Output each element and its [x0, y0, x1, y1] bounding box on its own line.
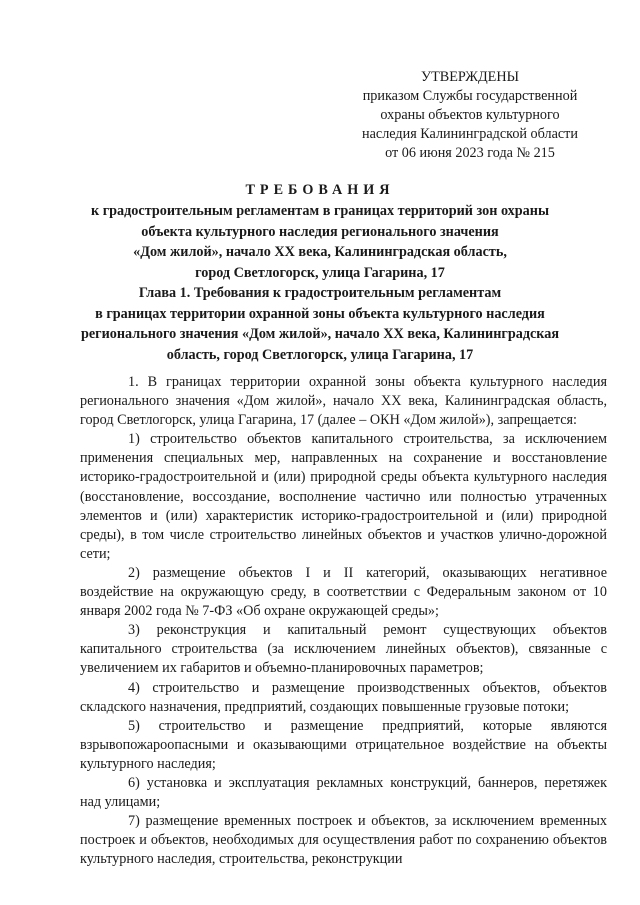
document-title: [60, 179, 580, 283]
approval-order-line: охраны объектов культурного: [380, 107, 560, 123]
paragraph: 6) установка и эксплуатация рекламных конструкций, баннеров, перетяжек над улицами;: [80, 774, 607, 811]
chapter-line: регионального значения «Дом жилой», начало XX века, Калининградская: [80, 326, 560, 342]
paragraph: 5) строительство и размещение предприятий, которые являются взрывопожароопасными и оказывающими отрицательное воздействие на объекты культурного наследия;: [80, 717, 607, 772]
approval-order-line: наследия Калининградской области: [362, 126, 578, 142]
paragraph: 3) реконструкция и капитальный ремонт существующих объектов капитального строительства (за исключением линейных объектов), связанные с увеличением их габаритов и объемно-планировочных параметров;: [80, 622, 607, 677]
title-line: «Дом жилой», начало XX века, Калининградская область,: [133, 244, 507, 260]
approval-heading: УТВЕРЖДЕНЫ: [421, 69, 519, 85]
paragraph: 1) строительство объектов капитального строительства, за исключением применения специальных мер, направленных на сохранение и восстановление историко-градостроительной и (или) природной среды объекта культурного наследия (восстановление, воссоздание, восполнение частично или полностью утраченных элементов и (или) характеристик историко-градостроительной и (или) природной среды), в том числе строительство линейных объектов и участков улично-дорожной сети;: [80, 431, 607, 562]
chapter-heading: [60, 283, 580, 365]
paragraph: 4) строительство и размещение производственных объектов, объектов складского назначения, предприятий, создающих повышенные грузовые потоки;: [80, 679, 607, 715]
approval-date-line: от 06 июня 2023 года № 215: [385, 145, 555, 161]
paragraph: 2) размещение объектов I и II категорий, оказывающих негативное воздействие на окружающую среду, в соответствии с Федеральным законом от 10 января 2002 года № 7-ФЗ «Об охране окружающей среды»;: [80, 564, 607, 620]
approval-order-line: приказом Службы государственной: [362, 88, 578, 104]
chapter-line: область, город Светлогорск, улица Гагарина, 17: [166, 346, 474, 363]
document-body: [80, 373, 607, 869]
title-line: город Светлогорск, улица Гагарина, 17: [195, 264, 445, 281]
paragraph: 7) размещение временных построек и объектов, за исключением временных построек и объектов, необходимых для осуществления работ по сохранению объектов культурного наследия, строительства, реконструкции: [80, 813, 607, 868]
title-line: к градостроительным регламентам в границах территорий зон охраны: [90, 203, 550, 219]
approval-block: [330, 68, 610, 163]
chapter-line: Глава 1. Требования к градостроительным регламентам: [138, 285, 502, 301]
paragraph: 1. В границах территории охранной зоны объекта культурного наследия регионального значения «Дом жилой», начало XX века, Калининградская область, город Светлогорск, улица Гагарина, 17 (далее – ОКН «Дом жилой»), запрещается:: [80, 374, 607, 429]
chapter-line: в границах территории охранной зоны объекта культурного наследия: [95, 305, 545, 322]
title-heading: ТРЕБОВАНИЯ: [245, 182, 395, 198]
title-line: объекта культурного наследия регионального значения: [141, 223, 499, 240]
